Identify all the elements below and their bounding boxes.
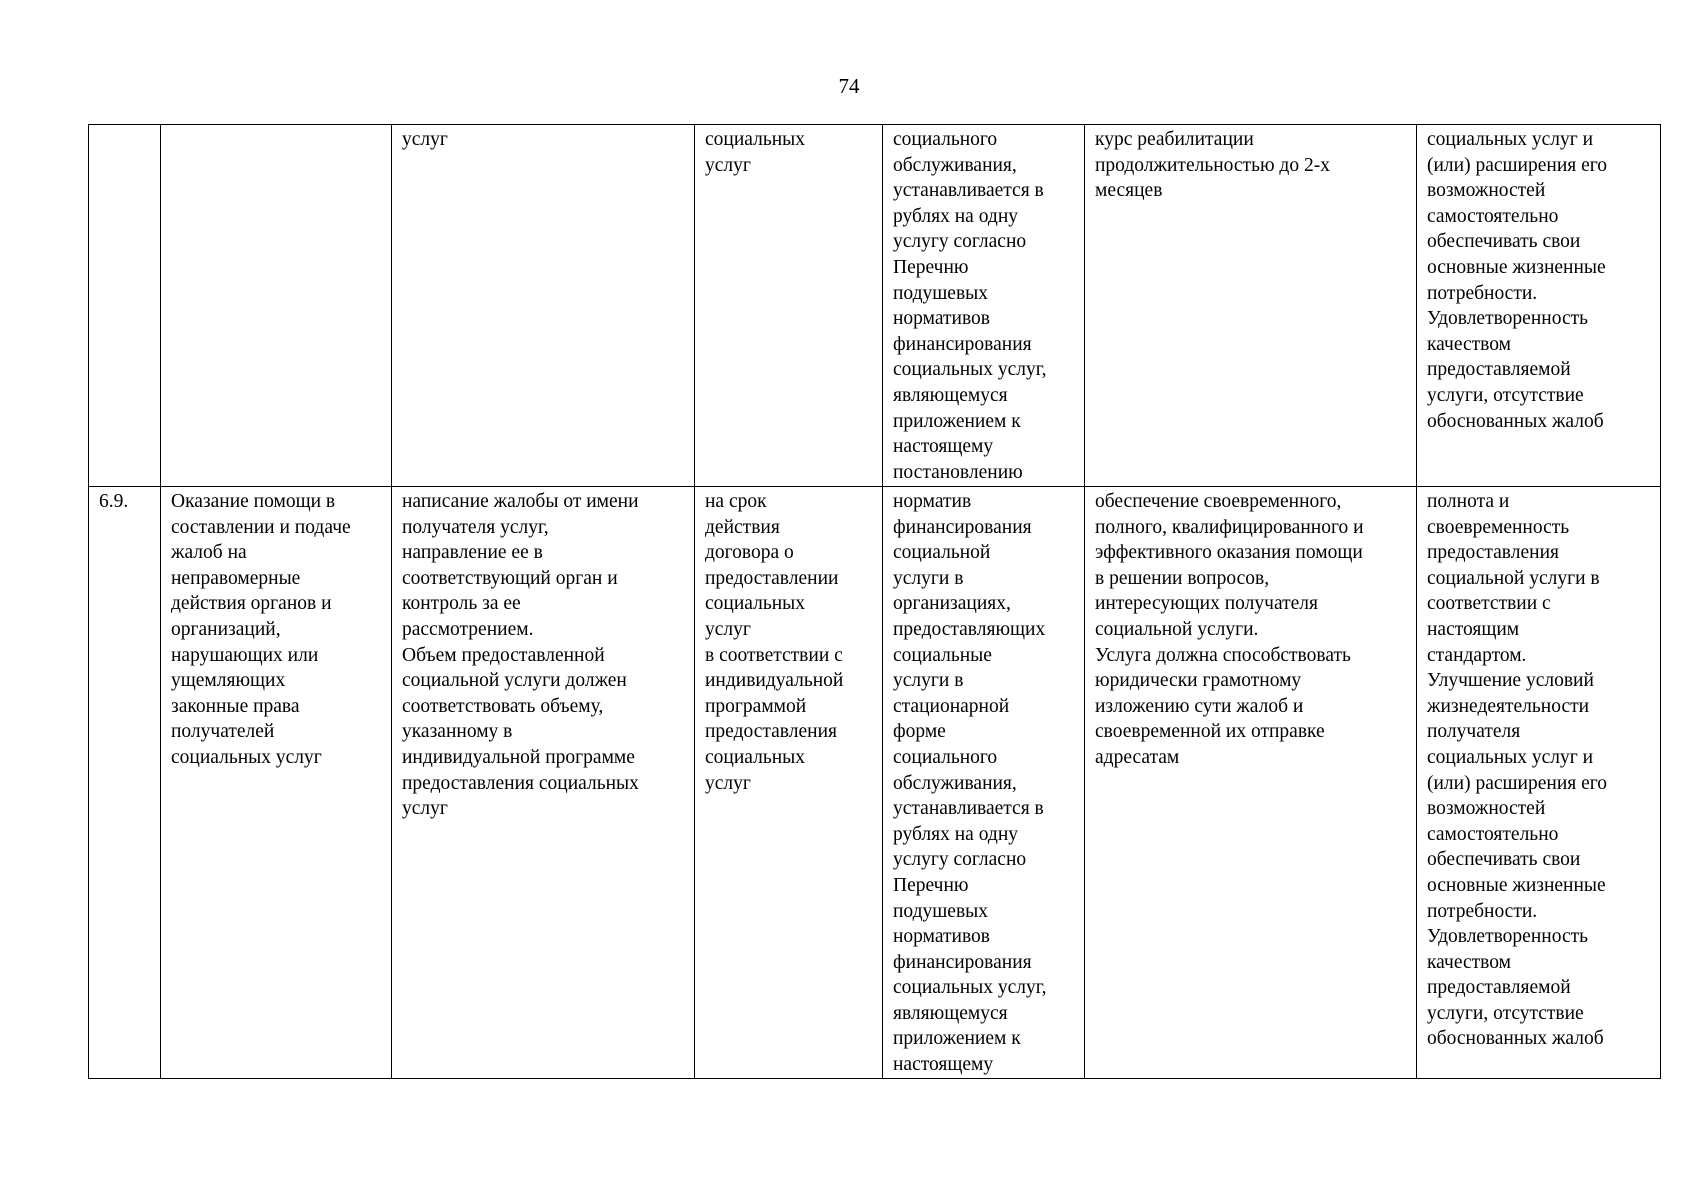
cell-number [89,125,161,487]
cell-conditions: курс реабилитации продолжительностью до 2-х месяцев [1085,125,1417,487]
cell-service-term: на срок действия договора о предоставлении социальных услуг в соответствии с индивидуальной программой предоставления социальных услуг [695,487,883,1079]
cell-results: социальных услуг и (или) расширения его возможностей самостоятельно обеспечивать свои основные жизненные потребности. Удовлетворенность качеством предоставляемой услуги, отсутствие обоснованных жалоб [1417,125,1661,487]
cell-service-name [161,125,392,487]
cell-service-description: услуг [392,125,695,487]
cell-conditions: обеспечение своевременного, полного, квалифицированного и эффективного оказания помощи в решении вопросов, интересующих получателя социальной услуги. Услуга должна способствовать юридически грамотному изложению сути жалоб и своевременной их отправке адресатам [1085,487,1417,1079]
table-row [89,487,1661,1079]
cell-service-term: социальных услуг [695,125,883,487]
cell-service-name: Оказание помощи в составлении и подаче жалоб на неправомерные действия органов и организаций, нарушающих или ущемляющих законные права получателей социальных услуг [161,487,392,1079]
cell-financing-norm: социального обслуживания, устанавливается в рублях на одну услугу согласно Перечню подушевых нормативов финансирования социальных услуг, являющемуся приложением к настоящему постановлению [883,125,1085,487]
services-table [88,124,1661,1079]
page-number: 74 [838,74,860,98]
cell-financing-norm: норматив финансирования социальной услуги в организациях, предоставляющих социальные услуги в стационарной форме социального обслуживания, устанавливается в рублях на одну услугу согласно Перечню подушевых нормативов финансирования социальных услуг, являющемуся приложением к настоящему [883,487,1085,1079]
cell-results: полнота и своевременность предоставления социальной услуги в соответствии с настоящим стандартом. Улучшение условий жизнедеятельности получателя социальных услуг и (или) расширения его возможностей самостоятельно обеспечивать свои основные жизненные потребности. Удовлетворенность качеством предоставляемой услуги, отсутствие обоснованных жалоб [1417,487,1661,1079]
cell-service-description: написание жалобы от имени получателя услуг, направление ее в соответствующий орган и контроль за ее рассмотрением. Объем предоставленной социальной услуги должен соответствовать объему, указанному в индивидуальной программе предоставления социальных услуг [392,487,695,1079]
cell-number: 6.9. [89,487,161,1079]
table-row [89,125,1661,487]
